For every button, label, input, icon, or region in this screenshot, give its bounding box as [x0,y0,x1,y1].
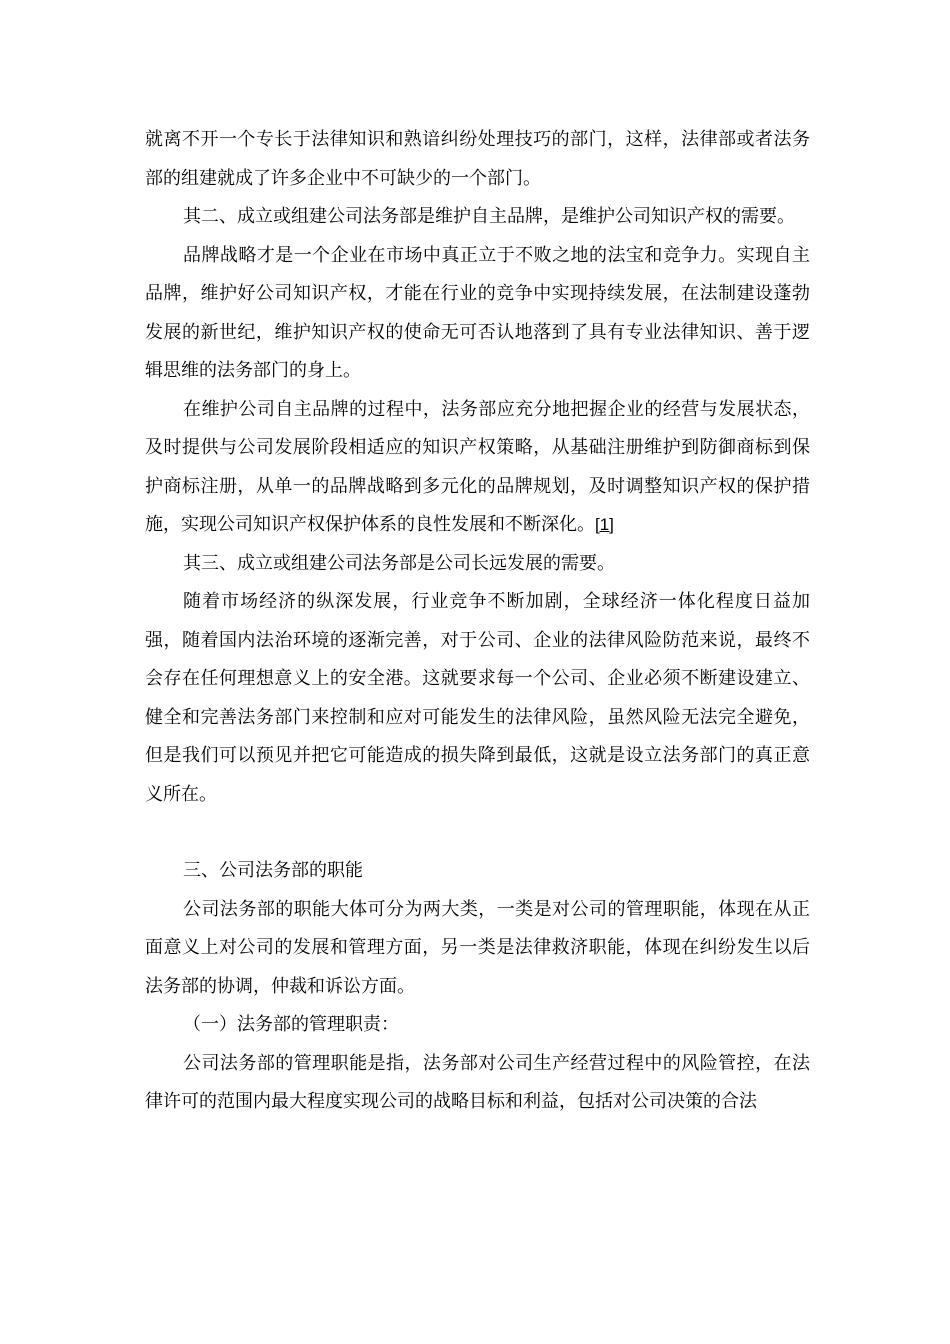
subsection-heading: （一）法务部的管理职责： [183,1014,399,1035]
paragraph-brand-protection [145,391,810,545]
paragraph-brand-strategy: 品牌战略才是一个企业在市场中真正立于不败之地的法宝和竞争力。实现自主品牌，维护好公司知识产权，才能在行业的竞争中实现持续发展，在法制建设蓬勃发展的新世纪，维护知识产权的使命无可否认地落到了具有专业法律知识、善于逻辑思维的法务部门的身上。 [145,244,810,381]
section-heading: 三、公司法务部的职能 [183,860,363,881]
paragraph-functions: 公司法务部的职能大体可分为两大类，一类是对公司的管理职能，体现在从正面意义上对公司的发展和管理方面，另一类是法律救济职能，体现在纠纷发生以后法务部的协调，仲裁和诉讼方面。 [145,898,810,997]
paragraph-brand-protection-text: 在维护公司自主品牌的过程中，法务部应充分地把握企业的经营与发展状态，及时提供与公司发展阶段相适应的知识产权策略，从基础注册维护到防御商标到保护商标注册，从单一的品牌战略到多元化的品牌规划，及时调整知识产权的保护措施，实现公司知识产权保护体系的良性发展和不断深化。 [145,398,810,535]
paragraph-point-two: 其二、成立或组建公司法务部是维护自主品牌，是维护公司知识产权的需要。 [183,206,795,227]
reference-link[interactable]: [1] [595,515,614,534]
paragraph-point-three: 其三、成立或组建公司法务部是公司长远发展的需要。 [183,552,615,574]
paragraph-market-development: 随着市场经济的纵深发展，行业竞争不断加剧，全球经济一体化程度日益加强，随着国内法治环境的逐渐完善，对于公司、企业的法律风险防范来说，最终不会存在任何理想意义上的安全港。这就要求每一个公司、企业必须不断建设建立、健全和完善法务部门来控制和应对可能发生的法律风险，虽然风险无法完全避免，但是我们可以预见并把它可能造成的损失降到最低，这就是设立法务部门的真正意义所在。 [145,591,810,805]
paragraph-management-duties: 公司法务部的管理职能是指，法务部对公司生产经营过程中的风险管控，在法律许可的范围内最大程度实现公司的战略目标和利益，包括对公司决策的合法 [145,1052,810,1112]
paragraph-continuation: 就离不开一个专长于法律知识和熟谙纠纷处理技巧的部门，这样，法律部或者法务部的组建就成了许多企业中不可缺少的一个部门。 [145,129,810,189]
document-page [145,121,810,1122]
